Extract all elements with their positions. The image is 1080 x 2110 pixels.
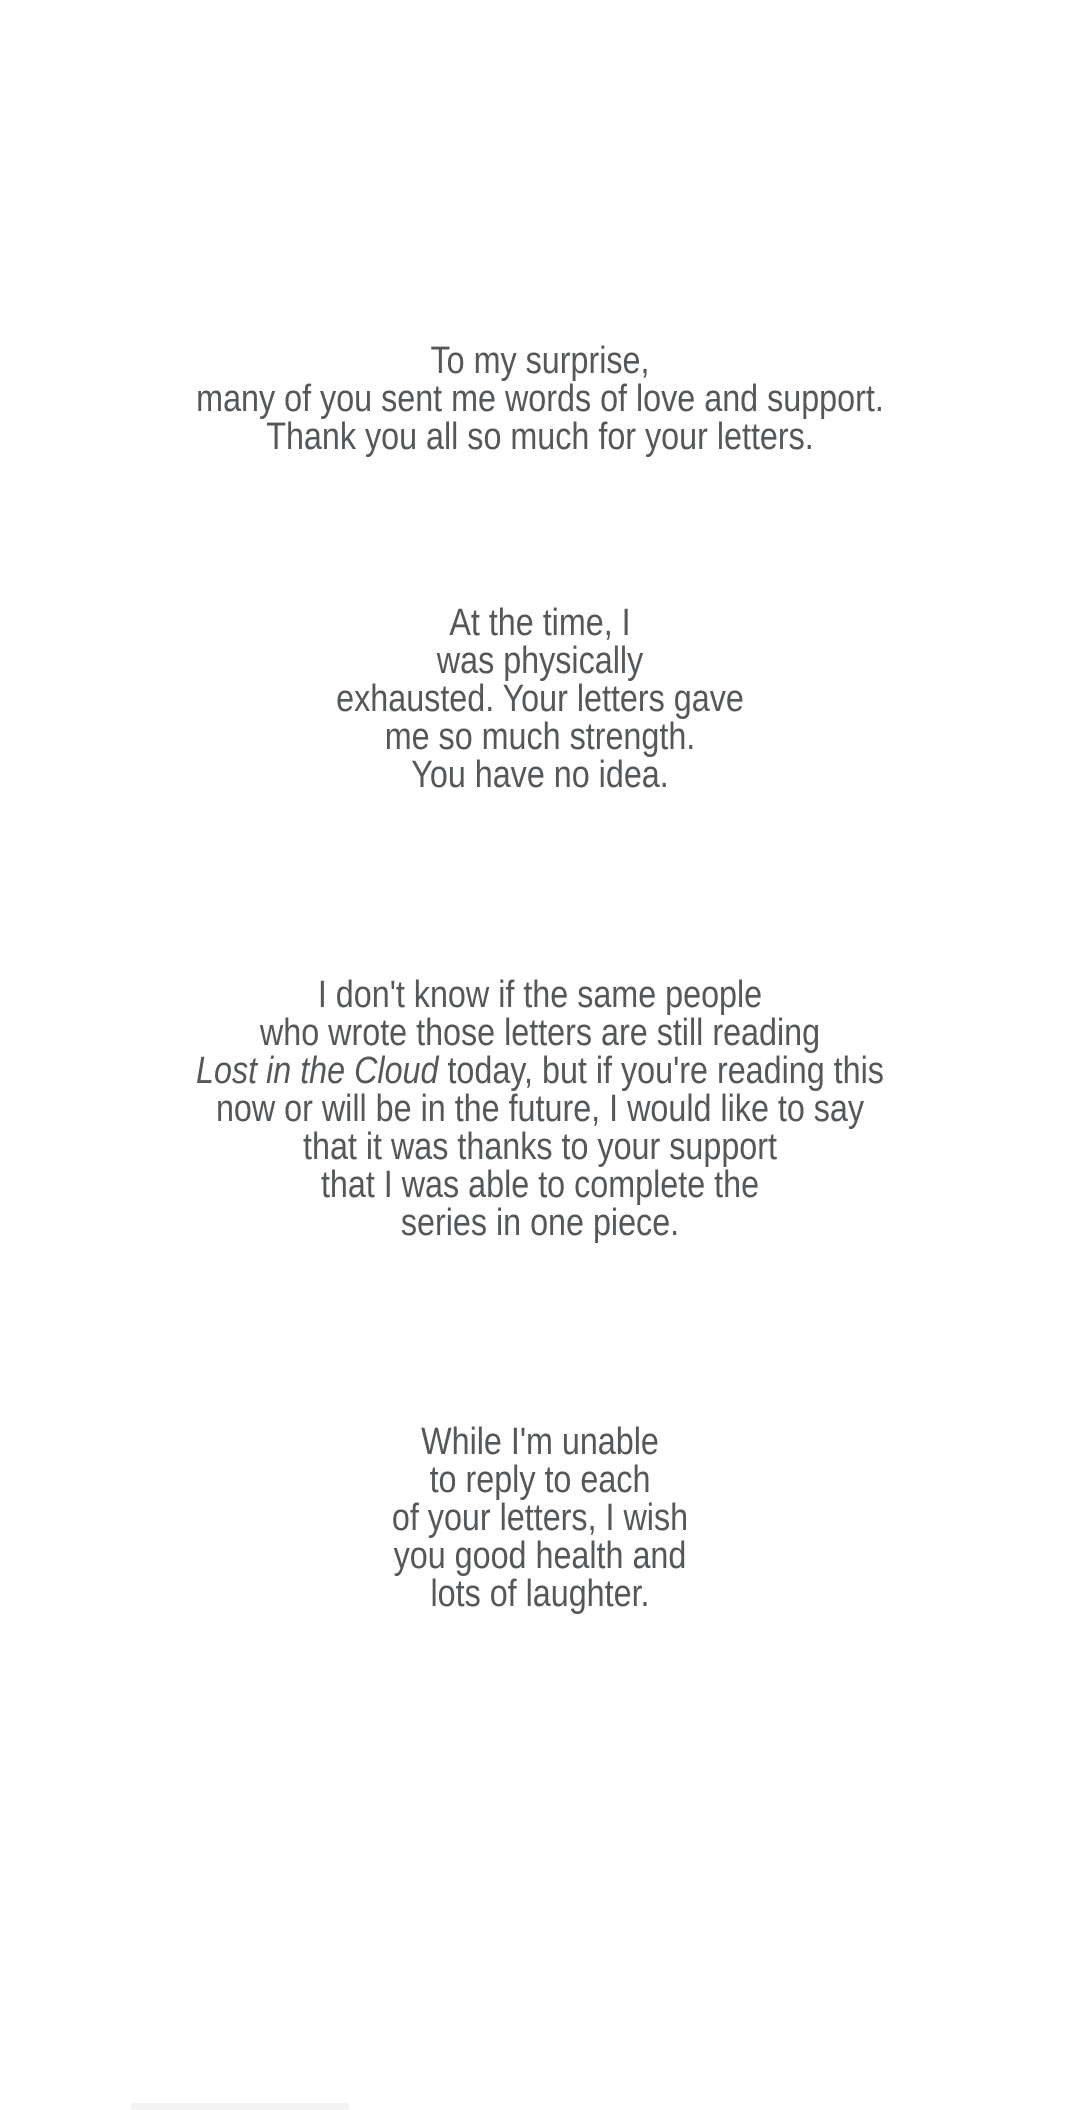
text-line-with-title [81,1052,999,1090]
text-line: many of you sent me words of love and support. [196,378,884,420]
text-line: me so much strength. [384,716,696,758]
text-line: Thank you all so much for your letters. [266,416,814,458]
paragraph-exhausted [81,604,999,794]
text-line: To my surprise, [430,340,650,382]
text-line: you good health and [393,1535,687,1577]
text-line: that I was able to complete the [320,1164,760,1206]
text-line: You have no idea. [411,754,669,796]
text-line: to reply to each [429,1459,651,1501]
panel-edge-artifact [130,2103,350,2110]
text-line: lots of laughter. [430,1573,650,1615]
text-line: series in one piece. [400,1202,680,1244]
text-line: now or will be in the future, I would like to say [215,1088,865,1130]
paragraph-wishes [81,1423,999,1613]
text-line: that it was thanks to your support [303,1126,777,1168]
text-line: exhausted. Your letters gave [336,678,744,720]
text-line: was physically [436,640,644,682]
text-line: who wrote those letters are still reading [259,1012,821,1054]
paragraph-support [81,976,999,1242]
text-line: I don't know if the same people [317,974,763,1016]
text-line: While I'm unable [421,1421,659,1463]
paragraph-thanks [81,342,999,456]
series-title: Lost in the Cloud [196,1050,439,1092]
text-line: today, but if you're reading this [438,1050,884,1092]
text-line: of your letters, I wish [391,1497,689,1539]
text-line: At the time, I [449,602,631,644]
